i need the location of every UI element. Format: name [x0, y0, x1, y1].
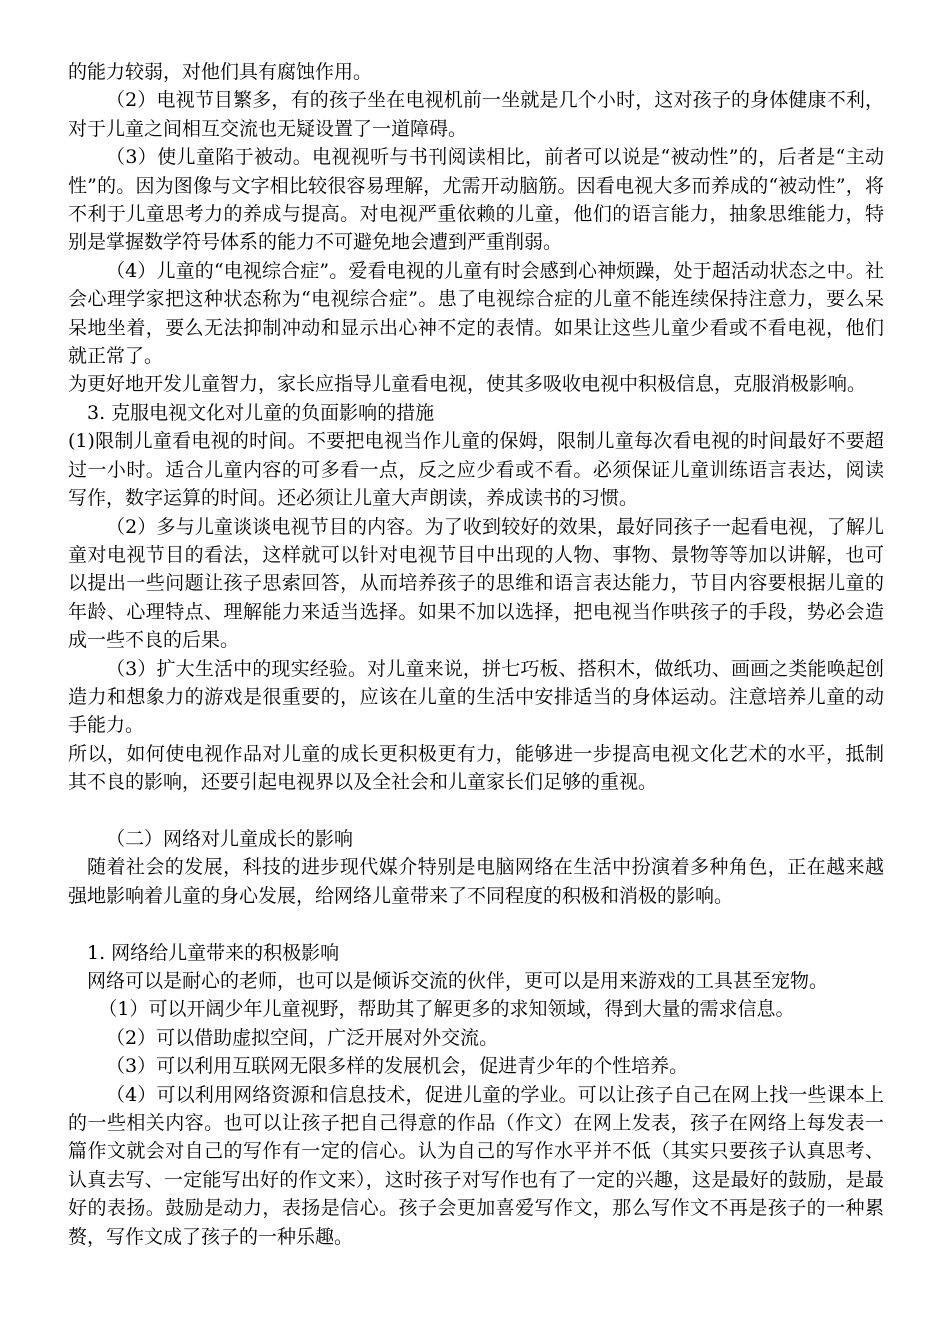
- paragraph-measure-2: （2）多与儿童谈谈电视节目的内容。为了收到较好的效果，最好同孩子一起看电视，了解儿童对电视节目的看法，这样就可以针对电视节目中出现的人物、事物、景物等等加以讲解，也可以提出一些问题让孩子思索回答，从而培养孩子的思维和语言表达能力，节目内容要根据儿童的年龄、心理特点、理解能力来适当选择。如果不加以选择，把电视当作哄孩子的手段，势必会造成一些不良的后果。: [68, 515, 884, 652]
- paragraph-guidance: 为更好地开发儿童智力，家长应指导儿童看电视，使其多吸收电视中积极信息，克服消极影响。: [68, 373, 867, 396]
- section-heading-measures: 3. 克服电视文化对儿童的负面影响的措施: [87, 401, 435, 424]
- section-heading-positive: 1. 网络给儿童带来的积极影响: [87, 941, 340, 964]
- paragraph-network-roles: 网络可以是耐心的老师，也可以是倾诉交流的伙伴，更可以是用来游戏的工具甚至宠物。: [87, 969, 829, 992]
- paragraph-tv-point-2: （2）电视节目繁多，有的孩子坐在电视机前一坐就是几个小时，这对孩子的身体健康不利，对于儿童之间相互交流也无疑设置了一道障碍。: [68, 89, 884, 140]
- document-page: [68, 58, 884, 1251]
- paragraph-positive-2: （2）可以借助虚拟空间，广泛开展对外交流。: [106, 1026, 499, 1049]
- paragraph-tv-point-4: （4）儿童的“电视综合症”。爱看电视的儿童有时会感到心神烦躁，处于超活动状态之中。社会心理学家把这种状态称为“电视综合症”。患了电视综合症的儿童不能连续保持注意力，要么呆呆地坐着，要么无法抑制冲动和显示出心神不定的表情。如果让这些儿童少看或不看电视，他们就正常了。: [68, 259, 884, 368]
- paragraph-measure-3: （3）扩大生活中的现实经验。对儿童来说，拼七巧板、搭积木，做纸功、画画之类能唤起创造力和想象力的游戏是很重要的，应该在儿童的生活中安排适当的身体运动。注意培养儿童的动手能力。: [68, 657, 884, 737]
- paragraph-network-intro: 随着社会的发展，科技的进步现代媒介特别是电脑网络在生活中扮演着多种角色，正在越来越强地影响着儿童的身心发展，给网络儿童带来了不同程度的积极和消极的影响。: [68, 856, 884, 907]
- paragraph-positive-4: （4）可以利用网络资源和信息技术，促进儿童的学业。可以让孩子自己在网上找一些课本上的一些相关内容。也可以让孩子把自己得意的作品（作文）在网上发表，孩子在网络上每发表一篇作文就会对自己的写作有一定的信心。认为自己的写作水平并不低（其实只要孩子认真思考、认真去写、一定能写出好的作文来），这时孩子对写作也有了一定的兴趣，这是最好的鼓励，是最好的表扬。鼓励是动力，表扬是信心。孩子会更加喜爱写作文，那么写作文不再是孩子的一种累赘，写作文成了孩子的一种乐趣。: [68, 1083, 884, 1248]
- blank-line: [68, 797, 884, 825]
- blank-line: [68, 910, 884, 938]
- paragraph-positive-3: （3）可以利用互联网无限多样的发展机会，促进青少年的个性培养。: [106, 1055, 689, 1078]
- paragraph-positive-1: （1）可以开阔少年儿童视野，帮助其了解更多的求知领域，得到大量的需求信息。: [98, 998, 795, 1021]
- paragraph-conclusion: 所以，如何使电视作品对儿童的成长更积极更有力，能够进一步提高电视文化艺术的水平，抵制其不良的影响，还要引起电视界以及全社会和儿童家长们足够的重视。: [68, 742, 884, 794]
- section-heading-network: （二）网络对儿童成长的影响: [106, 827, 354, 850]
- paragraph-tv-point-3: （3）使儿童陷于被动。电视视听与书刊阅读相比，前者可以说是“被动性”的，后者是“主动性”的。因为图像与文字相比较很容易理解，尤需开动脑筋。因看电视大多而养成的“被动性”，将不利于儿童思考力的养成与提高。对电视严重依赖的儿童，他们的语言能力，抽象思维能力，特别是掌握数学符号体系的能力不可避免地会遭到严重削弱。: [68, 146, 884, 254]
- paragraph-continuation: 的能力较弱，对他们具有腐蚀作用。: [68, 61, 373, 83]
- paragraph-measure-1: (1)限制儿童看电视的时间。不要把电视当作儿童的保姆，限制儿童每次看电视的时间最好不要超过一小时。适合儿童内容的可多看一点，反之应少看或不看。必须保证儿童训练语言表达，阅读写作，数字运算的时间。还必须让儿童大声朗读，养成读书的习惯。: [68, 430, 884, 510]
